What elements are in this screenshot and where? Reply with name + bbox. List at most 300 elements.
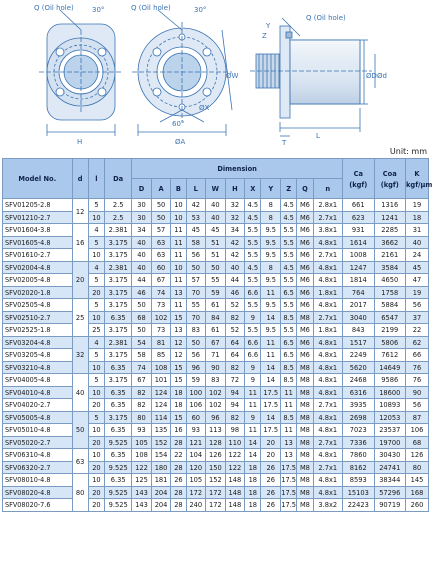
cell-l: 10 <box>88 386 104 399</box>
table-row <box>3 386 429 399</box>
table-row <box>3 374 429 387</box>
cell-k: 260 <box>406 499 429 512</box>
cell-n: 2.7x1 <box>313 399 342 412</box>
cell-ca: 3935 <box>343 399 375 412</box>
cell-da: 3.175 <box>105 349 132 362</box>
cell-l: 59 <box>186 374 206 387</box>
cell-d: 40 <box>132 236 152 249</box>
cell-k: 19 <box>406 199 429 212</box>
cell-ca: 5620 <box>343 361 375 374</box>
cell-w: 51 <box>206 249 226 262</box>
dim-t-label: T <box>282 139 287 147</box>
cell-n: 3.8x2 <box>313 499 342 512</box>
dim-l-label: L <box>316 132 320 140</box>
dim-a-label: ØA <box>175 138 186 146</box>
cell-coa: 57296 <box>374 486 406 499</box>
cell-k: 62 <box>406 336 429 349</box>
cell-n: 4.8x1 <box>313 299 342 312</box>
oil-hole-label-left: Q (Oil hole) <box>34 4 74 12</box>
cell-h: 40 <box>225 261 245 274</box>
table-row <box>3 349 429 362</box>
cell-z: 6.5 <box>281 336 297 349</box>
cell-q: M6 <box>297 299 313 312</box>
cell-h: 122 <box>225 461 245 474</box>
cell-l: 10 <box>88 474 104 487</box>
cell-q: M8 <box>297 374 313 387</box>
cell-x: 5.5 <box>245 224 261 237</box>
cell-k: 24 <box>406 249 429 262</box>
cell-y: 11 <box>261 286 281 299</box>
cell-w: 172 <box>206 499 226 512</box>
cell-h: 46 <box>225 286 245 299</box>
cell-ca: 2017 <box>343 299 375 312</box>
cell-x: 6.6 <box>245 336 261 349</box>
cell-l: 56 <box>186 249 206 262</box>
cell-coa: 38344 <box>374 474 406 487</box>
cell-x: 11 <box>245 386 261 399</box>
cell-da: 3.175 <box>105 299 132 312</box>
cell-k: 18 <box>406 211 429 224</box>
cell-h: 52 <box>225 299 245 312</box>
cell-d: 40 <box>132 261 152 274</box>
cell-y: 20 <box>261 449 281 462</box>
oil-hole-label-side: Q (Oil hole) <box>306 14 346 22</box>
cell-n: 2.7x1 <box>313 436 342 449</box>
cell-l: 5 <box>88 199 104 212</box>
cell-model: SFV08020-7.6 <box>3 499 73 512</box>
cell-q: M8 <box>297 311 313 324</box>
cell-da: 3.175 <box>105 324 132 337</box>
cell-da: 6.35 <box>105 399 132 412</box>
cell-da: 3.175 <box>105 249 132 262</box>
cell-b: 15 <box>171 311 186 324</box>
cell-k: 19 <box>406 286 429 299</box>
cell-k: 168 <box>406 486 429 499</box>
cell-d: 50 <box>132 299 152 312</box>
cell-b: 15 <box>171 361 186 374</box>
cell-da: 2.5 <box>105 211 132 224</box>
cell-h: 64 <box>225 349 245 362</box>
cell-l: 5 <box>88 236 104 249</box>
cell-x: 18 <box>245 486 261 499</box>
header-ca-unit: (kgf) <box>349 179 368 189</box>
table-row <box>3 361 429 374</box>
cell-z: 17.5 <box>281 475 297 485</box>
cell-l: 20 <box>88 436 104 449</box>
side-view <box>250 18 375 136</box>
cell-d: 93 <box>132 424 152 437</box>
cell-z: 6.5 <box>281 286 297 299</box>
cell-z: 17.5 <box>281 487 297 497</box>
cell-n: 4.8x1 <box>313 274 342 287</box>
cell-n: 4.8x1 <box>313 349 342 362</box>
cell-y: 9.5 <box>261 324 281 337</box>
table-row <box>3 499 429 512</box>
cell-w: 102 <box>206 386 226 399</box>
cell-q: M6 <box>297 236 313 249</box>
cell-k: 56 <box>406 299 429 312</box>
cell-z: 5.5 <box>281 274 297 287</box>
cell-h: 64 <box>225 336 245 349</box>
cell-l: 60 <box>186 411 206 424</box>
cell-b: 28 <box>171 436 186 449</box>
cell-b: 11 <box>171 274 186 287</box>
cell-z: 5.5 <box>281 236 297 249</box>
cell-model: SFV02020-1.8 <box>3 286 73 299</box>
cell-ca: 2698 <box>343 411 375 424</box>
nut-technical-drawing <box>0 0 431 150</box>
cell-z: 17.5 <box>281 500 297 510</box>
cell-y: 26 <box>261 499 281 512</box>
cell-y: 26 <box>261 474 281 487</box>
cell-w: 102 <box>206 399 226 412</box>
cell-l: 50 <box>186 261 206 274</box>
cell-l: 4 <box>88 224 104 237</box>
cell-ca: 7023 <box>343 424 375 437</box>
header-dim-w: W <box>206 179 226 199</box>
cell-w: 84 <box>206 311 226 324</box>
cell-l: 20 <box>88 461 104 474</box>
cell-ca: 7860 <box>343 449 375 462</box>
table-row <box>3 274 429 287</box>
cell-w: 45 <box>206 224 226 237</box>
cell-h: 82 <box>225 411 245 424</box>
cell-coa: 9586 <box>374 374 406 387</box>
cell-y: 11 <box>261 336 281 349</box>
cell-q: M6 <box>297 199 313 212</box>
cell-model: SFV03204-4.8 <box>3 336 73 349</box>
cell-h: 94 <box>225 386 245 399</box>
cell-da: 9.525 <box>105 436 132 449</box>
header-dim-x: X <box>245 179 261 199</box>
cell-da: 2.5 <box>105 199 132 212</box>
cell-model: SFV08020-4.8 <box>3 486 73 499</box>
cell-w: 71 <box>206 349 226 362</box>
header-k <box>406 159 432 199</box>
cell-z: 8.5 <box>281 361 297 374</box>
cell-d: 82 <box>132 386 152 399</box>
cell-b: 18 <box>171 399 186 412</box>
cell-b: 11 <box>171 224 186 237</box>
cell-da: 2.381 <box>105 336 132 349</box>
cell-coa: 1316 <box>374 199 406 212</box>
cell-n: 2.7x1 <box>313 461 342 474</box>
cell-da: 3.175 <box>105 374 132 387</box>
cell-l: 5 <box>88 349 104 362</box>
cell-b: 15 <box>171 374 186 387</box>
cell-da: 3.175 <box>105 411 132 424</box>
cell-k: 40 <box>406 236 429 249</box>
cell-l: 100 <box>186 386 206 399</box>
cell-x: 4.5 <box>245 199 261 212</box>
cell-a: 50 <box>151 199 171 212</box>
cell-h: 52 <box>225 324 245 337</box>
dim-z-label: Z <box>262 32 267 40</box>
cell-l: 55 <box>186 299 206 312</box>
cell-coa: 2161 <box>374 249 406 262</box>
cell-d: 30 <box>132 199 152 212</box>
cell-h: 44 <box>225 274 245 287</box>
cell-d: 12 <box>72 199 88 224</box>
cell-x: 5.5 <box>245 274 261 287</box>
cell-h: 122 <box>225 449 245 462</box>
cell-x: 18 <box>245 461 261 474</box>
cell-h: 42 <box>225 236 245 249</box>
cell-q: M6 <box>297 336 313 349</box>
cell-y: 17.5 <box>261 424 281 437</box>
header-dim-z: Z <box>281 179 297 199</box>
header-d: d <box>72 159 88 199</box>
cell-k: 66 <box>406 349 429 362</box>
cell-q: M8 <box>297 424 313 437</box>
cell-l: 4 <box>88 336 104 349</box>
cell-l: 5 <box>88 374 104 387</box>
cell-l: 10 <box>88 424 104 437</box>
table-row <box>3 424 429 437</box>
cell-y: 8 <box>261 211 281 224</box>
cell-k: 87 <box>406 411 429 424</box>
cell-coa: 18600 <box>374 386 406 399</box>
cell-d: 143 <box>132 499 152 512</box>
cell-coa: 4650 <box>374 274 406 287</box>
cell-l: 20 <box>88 486 104 499</box>
cell-a: 180 <box>151 461 171 474</box>
cell-a: 102 <box>151 311 171 324</box>
front-view-middle <box>132 10 232 136</box>
cell-ca: 661 <box>343 199 375 212</box>
cell-h: 148 <box>225 474 245 487</box>
cell-l: 50 <box>186 336 206 349</box>
cell-l: 5 <box>88 411 104 424</box>
cell-z: 4.5 <box>281 199 297 212</box>
cell-h: 34 <box>225 224 245 237</box>
cell-l: 25 <box>88 324 104 337</box>
cell-z: 5.5 <box>281 299 297 312</box>
cell-ca: 8593 <box>343 474 375 487</box>
cell-ca: 2468 <box>343 374 375 387</box>
cell-d: 74 <box>132 361 152 374</box>
cell-ca: 7336 <box>343 436 375 449</box>
cell-q: M6 <box>297 324 313 337</box>
cell-y: 14 <box>261 411 281 424</box>
cell-k: 47 <box>406 274 429 287</box>
cell-l: 42 <box>186 199 206 212</box>
cell-q: M8 <box>297 386 313 399</box>
cell-q: M8 <box>297 399 313 412</box>
cell-l: 10 <box>88 361 104 374</box>
cell-da: 2.381 <box>105 261 132 274</box>
header-ca <box>343 159 375 199</box>
cell-b: 26 <box>171 474 186 487</box>
cell-w: 61 <box>206 299 226 312</box>
cell-y: 26 <box>261 461 281 474</box>
cell-k: 80 <box>406 461 429 474</box>
cell-ca: 2249 <box>343 349 375 362</box>
cell-l: 10 <box>88 311 104 324</box>
header-dim-b: B <box>171 179 186 199</box>
cell-coa: 2199 <box>374 324 406 337</box>
cell-k: 37 <box>406 311 429 324</box>
angle-60-label: 60° <box>172 120 185 128</box>
cell-x: 11 <box>245 399 261 412</box>
cell-a: 63 <box>151 249 171 262</box>
cell-b: 11 <box>171 299 186 312</box>
cell-d: 30 <box>132 211 152 224</box>
cell-y: 17.5 <box>261 399 281 412</box>
cell-model: SFV03205-4.8 <box>3 349 73 362</box>
cell-z: 11 <box>281 399 297 412</box>
cell-model: SFV01610-2.7 <box>3 249 73 262</box>
cell-x: 11 <box>245 424 261 437</box>
cell-model: SFV02505-4.8 <box>3 299 73 312</box>
cell-w: 152 <box>206 474 226 487</box>
header-dimension: Dimension <box>132 159 343 179</box>
cell-k: 145 <box>406 474 429 487</box>
cell-ca: 1008 <box>343 249 375 262</box>
cell-a: 74 <box>151 286 171 299</box>
cell-d: 108 <box>132 449 152 462</box>
cell-z: 11 <box>281 424 297 437</box>
cell-n: 4.8x1 <box>313 374 342 387</box>
cell-k: 90 <box>406 386 429 399</box>
cell-coa: 10893 <box>374 399 406 412</box>
cell-n: 4.8x1 <box>313 449 342 462</box>
cell-coa: 6547 <box>374 311 406 324</box>
cell-l: 53 <box>186 211 206 224</box>
cell-coa: 1241 <box>374 211 406 224</box>
cell-b: 28 <box>171 486 186 499</box>
cell-a: 204 <box>151 486 171 499</box>
cell-y: 9.5 <box>261 224 281 237</box>
cell-da: 3.175 <box>105 274 132 287</box>
cell-b: 28 <box>171 461 186 474</box>
cell-d: 50 <box>72 411 88 449</box>
header-coa-unit: (kgf) <box>380 179 399 189</box>
cell-l: 45 <box>186 224 206 237</box>
table-row <box>3 261 429 274</box>
cell-x: 5.5 <box>245 324 261 337</box>
cell-w: 55 <box>206 274 226 287</box>
cell-model: SFV05010-4.8 <box>3 424 73 437</box>
cell-y: 9.5 <box>261 299 281 312</box>
header-dim-d: D <box>132 179 152 199</box>
cell-x: 4.5 <box>245 211 261 224</box>
table-row <box>3 486 429 499</box>
cell-x: 5.5 <box>245 249 261 262</box>
cell-l: 56 <box>186 349 206 362</box>
cell-d: 25 <box>72 299 88 337</box>
cell-a: 108 <box>151 361 171 374</box>
dim-d-label: ØD <box>366 72 377 80</box>
cell-d: 16 <box>72 224 88 262</box>
cell-q: M6 <box>297 261 313 274</box>
cell-y: 9.5 <box>261 249 281 262</box>
cell-b: 11 <box>171 249 186 262</box>
cell-ca: 623 <box>343 211 375 224</box>
cell-coa: 5806 <box>374 336 406 349</box>
cell-a: 204 <box>151 499 171 512</box>
cell-a: 124 <box>151 399 171 412</box>
header-k-label: K <box>414 168 420 178</box>
header-dim-y: Y <box>261 179 281 199</box>
cell-d: 143 <box>132 486 152 499</box>
header-da: Da <box>105 159 132 199</box>
cell-h: 42 <box>225 249 245 262</box>
cell-h: 110 <box>225 436 245 449</box>
cell-k: 68 <box>406 436 429 449</box>
cell-l: 70 <box>186 311 206 324</box>
cell-x: 9 <box>245 411 261 424</box>
cell-ca: 8162 <box>343 461 375 474</box>
table-row <box>3 224 429 237</box>
cell-d: 105 <box>132 436 152 449</box>
cell-model: SFV08010-4.8 <box>3 474 73 487</box>
cell-a: 152 <box>151 436 171 449</box>
cell-w: 67 <box>206 336 226 349</box>
cell-x: 6.6 <box>245 349 261 362</box>
cell-coa: 90719 <box>374 499 406 512</box>
cell-z: 5.5 <box>281 324 297 337</box>
cell-h: 82 <box>225 311 245 324</box>
cell-k: 31 <box>406 224 429 237</box>
cell-x: 18 <box>245 474 261 487</box>
table-row <box>3 286 429 299</box>
cell-l: 58 <box>186 236 206 249</box>
cell-x: 14 <box>245 436 261 449</box>
cell-w: 113 <box>206 424 226 437</box>
cell-ca: 22423 <box>343 499 375 512</box>
cell-da: 6.35 <box>105 361 132 374</box>
cell-q: M8 <box>297 461 313 474</box>
cell-coa: 5884 <box>374 299 406 312</box>
dim-h-label: H <box>77 138 83 146</box>
dim-w-label: ØW <box>226 72 239 80</box>
cell-a: 124 <box>151 386 171 399</box>
cell-a: 114 <box>151 411 171 424</box>
cell-y: 8 <box>261 199 281 212</box>
angle-30-middle: 30° <box>194 6 207 14</box>
cell-coa: 23537 <box>374 424 406 437</box>
cell-n: 4.8x1 <box>313 236 342 249</box>
cell-x: 14 <box>245 449 261 462</box>
cell-w: 172 <box>206 486 226 499</box>
cell-b: 15 <box>171 411 186 424</box>
cell-coa: 19700 <box>374 436 406 449</box>
cell-d: 80 <box>132 411 152 424</box>
table-row <box>3 461 429 474</box>
cell-b: 12 <box>171 336 186 349</box>
cell-x: 5.5 <box>245 236 261 249</box>
cell-l: 70 <box>186 286 206 299</box>
cell-da: 6.35 <box>105 311 132 324</box>
oil-hole-label-middle: Q (Oil hole) <box>131 4 171 12</box>
cell-z: 5.5 <box>281 224 297 237</box>
cell-ca: 1814 <box>343 274 375 287</box>
cell-q: M6 <box>297 211 313 224</box>
cell-w: 59 <box>206 286 226 299</box>
cell-z: 17.5 <box>281 462 297 472</box>
cell-q: M6 <box>297 274 313 287</box>
cell-l: 10 <box>88 211 104 224</box>
cell-l: 105 <box>186 474 206 487</box>
cell-model: SFV04010-4.8 <box>3 386 73 399</box>
cell-l: 10 <box>88 449 104 462</box>
cell-coa: 3662 <box>374 236 406 249</box>
cell-y: 17.5 <box>261 386 281 399</box>
cell-z: 11 <box>281 386 297 399</box>
cell-a: 154 <box>151 449 171 462</box>
cell-q: M6 <box>297 286 313 299</box>
